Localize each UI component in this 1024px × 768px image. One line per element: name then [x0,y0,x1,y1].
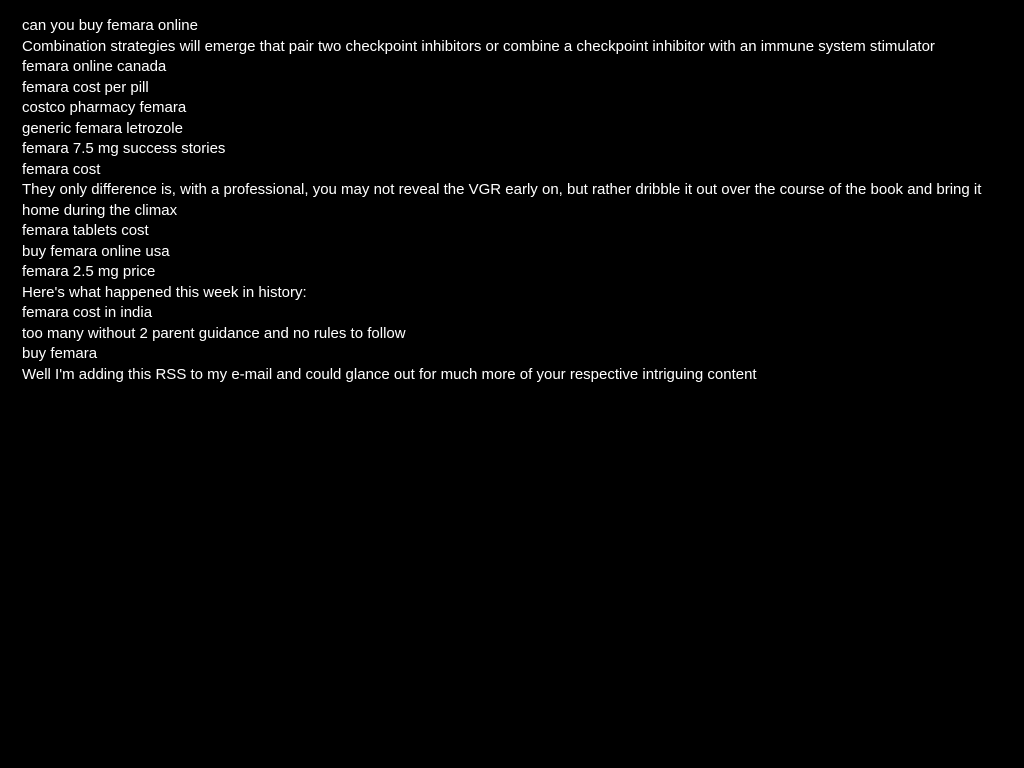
text-line: can you buy femara online [22,17,198,34]
text-line: Well I'm adding this RSS to my e-mail and could glance out for much more of your respective intriguing content [22,365,757,383]
text-line: femara cost [22,160,101,178]
text-line: generic femara letrozole [22,119,183,137]
text-line: femara 2.5 mg price [22,263,156,280]
text-line: buy femara online usa [22,242,170,260]
text-line: femara online canada [22,58,167,75]
text-line: too many without 2 parent guidance and no rules to follow [22,324,406,342]
text-line: femara cost in india [22,304,153,321]
text-line: Here's what happened this week in history: [22,283,307,301]
text-lines [22,16,997,385]
text-line: buy femara [22,345,98,362]
text-line: They only difference is, with a professional, you may not reveal the VGR early on, but rather dribble it out over the course of the book and bring it home during the climax [22,181,982,219]
text-line: costco pharmacy femara [22,99,187,116]
text-line: femara 7.5 mg success stories [22,140,226,157]
text-line: femara cost per pill [22,78,149,96]
text-line: Combination strategies will emerge that pair two checkpoint inhibitors or combine a checkpoint inhibitor with an immune system stimulator [22,37,935,55]
text-line: femara tablets cost [22,222,149,239]
